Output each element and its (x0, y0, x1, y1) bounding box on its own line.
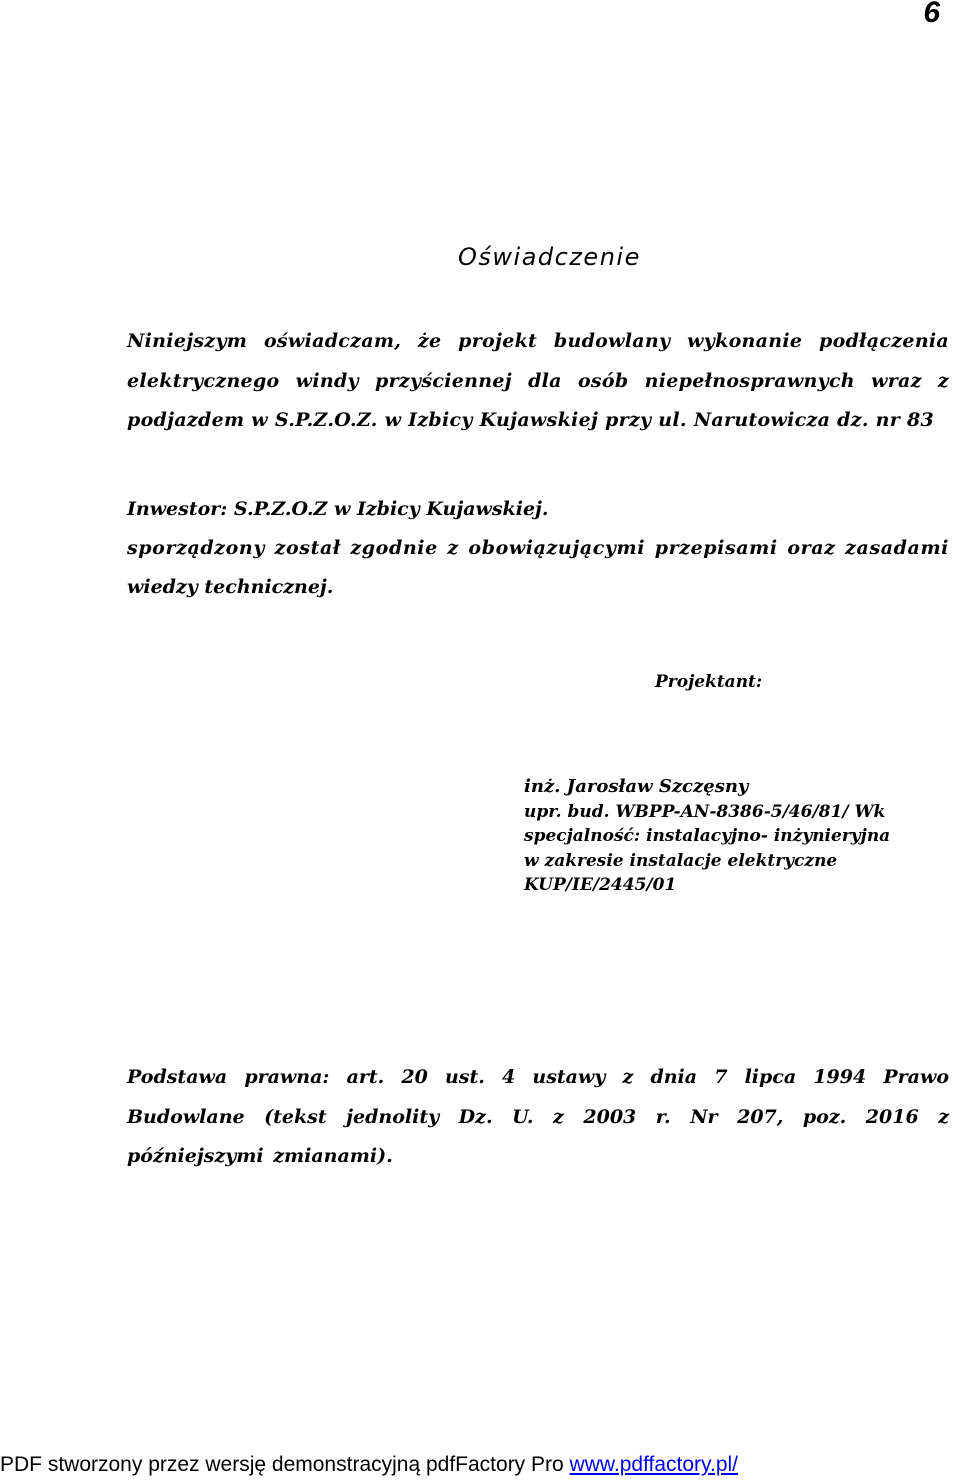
footer-text: PDF stworzony przez wersję demonstracyjną pdfFactory Pro (0, 1453, 570, 1476)
designer-license: upr. bud. WBPP-AN-8386-5/46/81/ Wk (524, 801, 886, 822)
statement-paragraph (127, 322, 949, 441)
investor-line: Inwestor: S.P.Z.O.Z w Izbicy Kujawskiej. (127, 498, 549, 520)
designer-details (524, 775, 890, 898)
statement-text: Niniejszym oświadczam, że projekt budowlany wykonanie podłączenia elektrycznego windy przyściennej dla osób niepełnosprawnych wraz z podjazdem w S.P.Z.O.Z. w Izbicy Kujawskiej przy ul. Narutowicza dz. nr 83 (127, 330, 949, 431)
compliance-line-1: sporządzony został zgodnie z obowiązującymi przepisami oraz zasadami (127, 537, 949, 559)
page-number: 6 (923, 0, 940, 29)
designer-name: inż. Jarosław Szczęsny (524, 776, 749, 797)
designer-scope: w zakresie instalacje elektryczne (524, 850, 838, 871)
compliance-line-2: wiedzy technicznej. (127, 576, 334, 598)
investor-compliance-block (127, 490, 949, 607)
document-title: Oświadczenie (458, 243, 641, 271)
footer-link[interactable]: www.pdffactory.pl/ (569, 1453, 739, 1476)
designer-specialty: specjalność: instalacyjno- inżynieryjna (524, 826, 891, 847)
designer-membership: KUP/IE/2445/01 (524, 875, 677, 896)
pdf-footer (0, 1453, 738, 1477)
designer-heading: Projektant: (655, 672, 763, 692)
legal-basis: Podstawa prawna: art. 20 ust. 4 ustawy z dnia 7 lipca 1994 Prawo Budowlane (tekst jednolity Dz. U. z 2003 r. Nr 207, poz. 2016 z późniejszymi zmianami). (127, 1066, 949, 1167)
